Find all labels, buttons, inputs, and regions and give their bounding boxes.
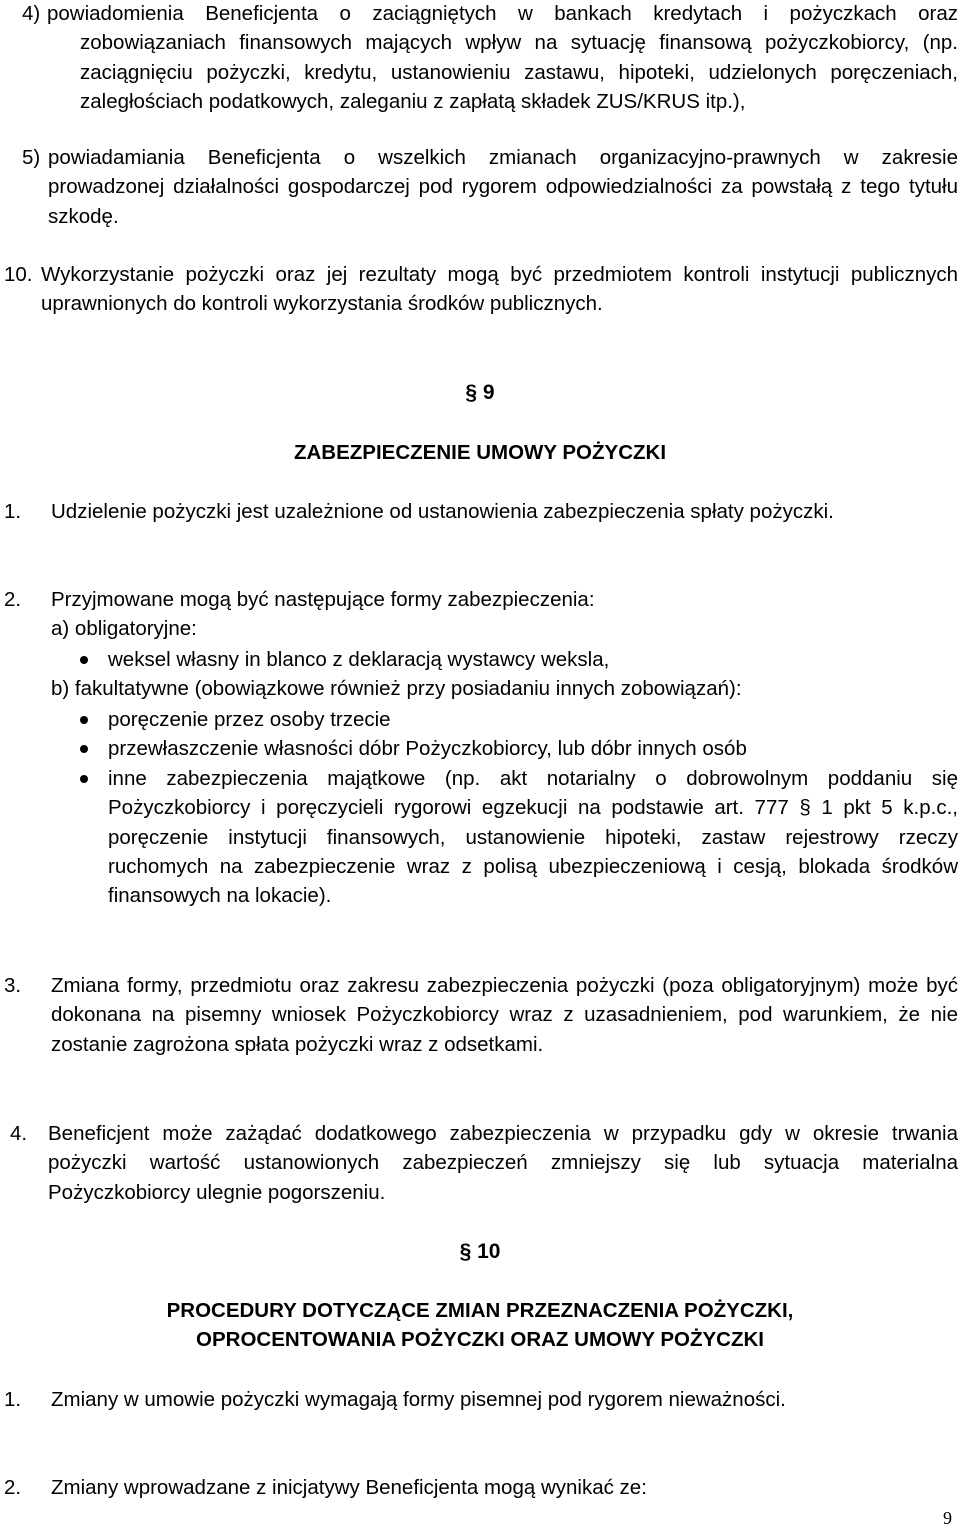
list-item-5 (22, 143, 958, 231)
item-text: Beneficjent może zażądać dodatkowego zabezpieczenia w przypadku gdy w okresie trwania pożyczki wartość ustanowionych zabezpieczeń zmniejszy się lub sytuacja materialna Pożyczkobiorcy ulegnie pogorszeniu. (48, 1122, 958, 1204)
bullet-icon (80, 716, 88, 724)
item-text: powiadomienia Beneficjenta o zaciągniętych w bankach kredytach i pożyczkach oraz zobowiązaniach finansowych mających wpływ na sytuację finansową pożyczkobiorcy, (np. zaciągnięciu pożyczki, kredytu, ustanowieniu zastawu, hipoteki, udzielonych poręczeniach, zaległościach podatkowych, zaleganiu z zapłatą składek ZUS/KRUS itp.), (47, 2, 958, 114)
section-9-point-4 (10, 1119, 958, 1207)
optional-list (78, 705, 958, 911)
item-number: 1. (4, 500, 22, 523)
item-text: powiadamiania Beneficjenta o wszelkich zmianach organizacyjno-prawnych w zakresie prowadzonej działalności gospodarczej pod rygorem odpowiedzialności za powstałą z tego tytułu szkodę. (48, 146, 958, 228)
paragraph-10 (4, 260, 958, 319)
section-9-point-1 (4, 497, 958, 526)
item-number: 4. (10, 1122, 28, 1145)
obligatory-label: a) obligatoryjne: (51, 617, 197, 640)
item-text: Zmiany wprowadzane z inicjatywy Beneficjenta mogą wynikać ze: (51, 1476, 647, 1499)
item-number: 3. (4, 974, 22, 997)
bullet-icon (80, 775, 88, 783)
section-10-title-line-2: OPROCENTOWANIA POŻYCZKI ORAZ UMOWY POŻYCZKI (196, 1328, 764, 1351)
bullet-item (78, 734, 958, 763)
item-number: 2. (4, 588, 22, 611)
bullet-item (78, 705, 958, 734)
bullet-text: poręczenie przez osoby trzecie (108, 708, 391, 731)
section-9-point-2 (4, 585, 958, 614)
section-10-heading: § 10 (459, 1240, 501, 1263)
optional-label: b) fakultatywne (obowiązkowe również przy posiadaniu innych zobowiązań): (51, 677, 742, 700)
item-text: Wykorzystanie pożyczki oraz jej rezultaty mogą być przedmiotem kontroli instytucji publicznych uprawnionych do kontroli wykorzystania środków publicznych. (41, 263, 958, 316)
bullet-icon (80, 656, 88, 664)
item-text: Przyjmowane mogą być następujące formy zabezpieczenia: (51, 588, 595, 611)
bullet-text: przewłaszczenie własności dóbr Pożyczkobiorcy, lub dóbr innych osób (108, 737, 747, 761)
obligatory-list (78, 645, 958, 674)
section-9-point-3 (4, 971, 958, 1059)
bullet-text: inne zabezpieczenia majątkowe (np. akt notarialny o dobrowolnym poddaniu się Pożyczkobiorcy i poręczycieli rygorowi egzekucji na podstawie art. 777 § 1 pkt 5 k.p.c., poręczenie instytucji finansowych, ustanowienie hipoteki, zastaw rejestrowy rzeczy ruchomych na zabezpieczenie wraz z polisą ubezpieczeniową i cesją, blokada środków finansowych na lokacie). (108, 766, 958, 908)
item-number: 10. (4, 263, 33, 286)
item-text: Zmiana formy, przedmiotu oraz zakresu zabezpieczenia pożyczki (poza obligatoryjnym) może być dokonana na pisemny wniosek Pożyczkobiorcy wraz z uzasadnieniem, pod warunkiem, że nie zostanie zagrożona spłata pożyczki wraz z odsetkami. (51, 974, 958, 1056)
bullet-text: weksel własny in blanco z deklaracją wystawcy weksla, (108, 648, 610, 671)
bullet-item (78, 764, 958, 911)
section-9-heading: § 9 (465, 381, 495, 404)
item-number: 4) (22, 2, 41, 25)
section-10-point-2 (4, 1473, 958, 1502)
section-9-title: ZABEZPIECZENIE UMOWY POŻYCZKI (293, 441, 667, 464)
item-number: 2. (4, 1476, 22, 1499)
page-number: 9 (943, 1508, 952, 1528)
bullet-item (78, 645, 958, 674)
item-text: Zmiany w umowie pożyczki wymagają formy pisemnej pod rygorem nieważności. (51, 1388, 786, 1411)
item-number: 1. (4, 1388, 22, 1411)
item-number: 5) (22, 146, 41, 169)
section-10-title-line-1: PROCEDURY DOTYCZĄCE ZMIAN PRZEZNACZENIA POŻYCZKI, (166, 1299, 794, 1322)
section-10-point-1 (4, 1385, 958, 1414)
item-text: Udzielenie pożyczki jest uzależnione od ustanowienia zabezpieczenia spłaty pożyczki. (51, 500, 834, 523)
bullet-icon (80, 745, 88, 753)
list-item-4 (22, 0, 958, 117)
